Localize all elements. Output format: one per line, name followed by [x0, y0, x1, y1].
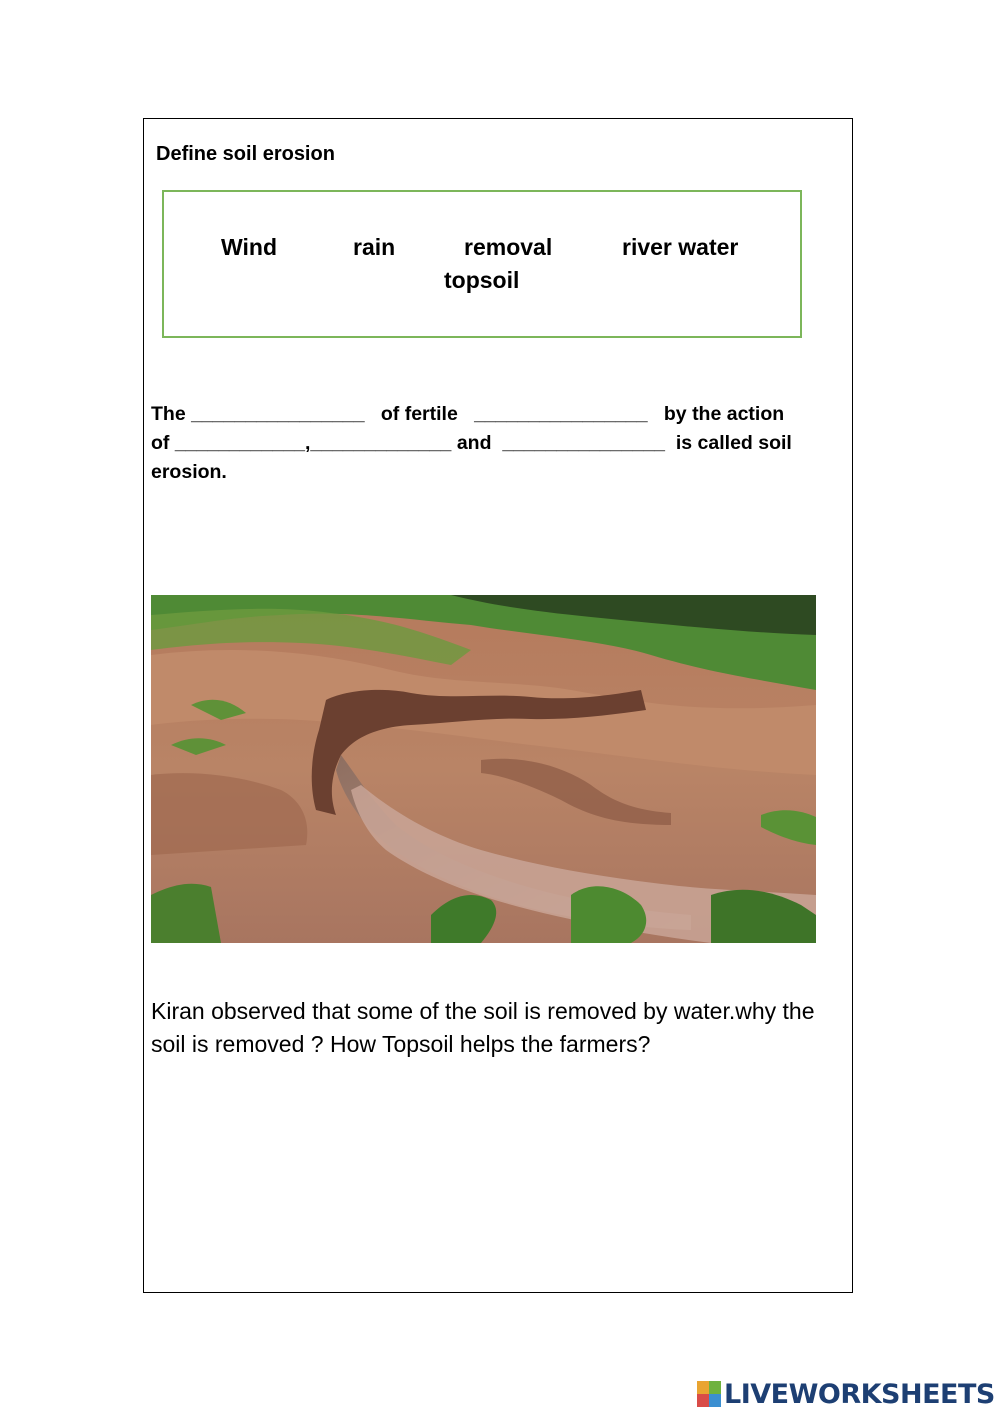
question-heading: Define soil erosion — [156, 143, 335, 165]
sentence-text: of fertile — [380, 403, 458, 425]
sentence-text: is called soil — [675, 432, 792, 454]
word-bank-item[interactable]: river water — [622, 234, 739, 260]
sentence-comma: , — [304, 432, 311, 454]
blank-field-1[interactable]: ________________ — [191, 403, 365, 425]
sentence-text: by the action — [663, 403, 785, 425]
word-bank-item[interactable]: Wind — [221, 234, 277, 260]
blank-field-4[interactable]: _____________ — [310, 432, 452, 454]
sentence-text: of — [151, 432, 170, 454]
word-bank-item[interactable]: rain — [353, 234, 396, 260]
open-question: Kiran observed that some of the soil is removed by water.why the soil is removed ? How Topsoil helps the farmers? — [151, 998, 815, 1057]
sentence-line-2 — [151, 429, 841, 458]
word-bank-box — [162, 190, 802, 338]
blank-field-5[interactable]: _______________ — [502, 432, 666, 454]
eroded-soil-photo — [151, 595, 816, 943]
brand-name: LIVEWORKSHEETS — [724, 1378, 995, 1410]
liveworksheets-logo-icon — [697, 1381, 721, 1407]
blank-field-3[interactable]: ____________ — [174, 432, 305, 454]
word-bank-item[interactable]: removal — [464, 234, 553, 260]
sentence-text: The — [151, 403, 186, 425]
blank-field-2[interactable]: ________________ — [474, 403, 648, 425]
sentence-line-3: erosion. — [151, 461, 227, 483]
sentence-line-1 — [151, 400, 841, 429]
liveworksheets-brand — [697, 1376, 995, 1412]
fill-in-sentence — [151, 400, 841, 487]
word-bank-item[interactable]: topsoil — [444, 267, 520, 293]
sentence-text: and — [456, 432, 492, 454]
